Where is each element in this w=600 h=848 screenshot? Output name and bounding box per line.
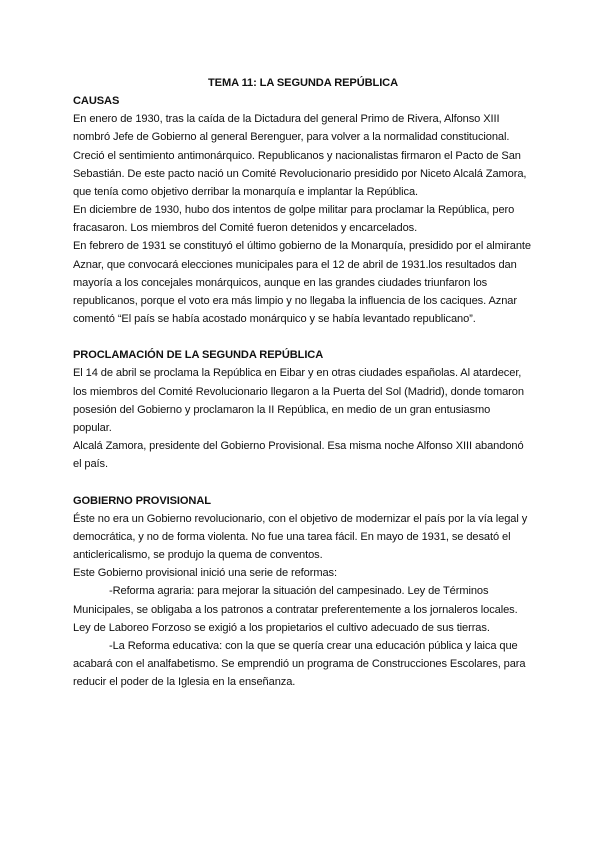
paragraph: Éste no era un Gobierno revolucionario, con el objetivo de modernizar el país por la vía legal y democrática, y no de forma violenta. No fue una tarea fácil. En mayo de 1931, se desató el anticlericalismo, se produjo la quema de conventos. [73, 512, 528, 562]
paragraph: En enero de 1930, tras la caída de la Dictadura del general Primo de Rivera, Alfonso XIII nombró Jefe de Gobierno al general Berenguer, para volver a la normalidad constitucional. Creció el sentimiento antimonárquico. Republicanos y nacionalistas firmaron el Pacto de San Sebastián. De este pacto nació un Comité Revolucionario presidido por Niceto Alcalá Zamora, que tenía como objetivo derribar la monarquía e implantar la República. [73, 113, 527, 198]
spacer [73, 328, 531, 346]
page-title: TEMA 11: LA SEGUNDA REPÚBLICA [207, 77, 399, 89]
paragraph: El 14 de abril se proclama la República en Eibar y en otras ciudades españolas. Al atardecer, los miembros del Comité Revolucionario llegaron a la Puerta del Sol (Madrid), donde tomaron posesión del Gobierno y proclamaron la II República, en medio de un gran entusiasmo popular. [73, 367, 524, 434]
section-heading-causas: CAUSAS [73, 95, 120, 108]
reform-item-educativa: -La Reforma educativa: con la que se quería crear una educación pública y laica que acabará con el analfabetismo. Se emprendió un programa de Construcciones Escolares, para reducir el poder de la Iglesia en la enseñanza. [73, 639, 526, 689]
paragraph: Este Gobierno provisional inició una serie de reformas: [73, 567, 337, 580]
spacer [73, 473, 531, 491]
section-heading-proclamacion: PROCLAMACIÓN DE LA SEGUNDA REPÚBLICA [73, 349, 324, 362]
paragraph: Alcalá Zamora, presidente del Gobierno Provisional. Esa misma noche Alfonso XIII abandonó el país. [73, 440, 524, 471]
section-heading-gobierno-provisional: GOBIERNO PROVISIONAL [73, 494, 211, 507]
document-content [73, 74, 531, 691]
paragraph: En diciembre de 1930, hubo dos intentos de golpe militar para proclamar la República, pero fracasaron. Los miembros del Comité fueron detenidos y encarcelados. [73, 204, 515, 235]
paragraph: En febrero de 1931 se constituyó el último gobierno de la Monarquía, presidido por el almirante Aznar, que convocará elecciones municipales para el 12 de abril de 1931.los resultados dan mayoría a los concejales monárquicos, aunque en las grandes ciudades triunfaron los republicanos, porque el voto era más limpio y no llegaba la influencia de los caciques. Aznar comentó “El país se había acostado monárquico y se había levantado republicano”. [73, 240, 531, 326]
reform-item-agraria: -Reforma agraria: para mejorar la situación del campesinado. Ley de Términos Municipales, se obligaba a los patronos a contratar preferentemente a los jornaleros locales. Ley de Laboreo Forzoso se exigió a los propietarios el cultivo adecuado de sus tierras. [73, 585, 518, 634]
